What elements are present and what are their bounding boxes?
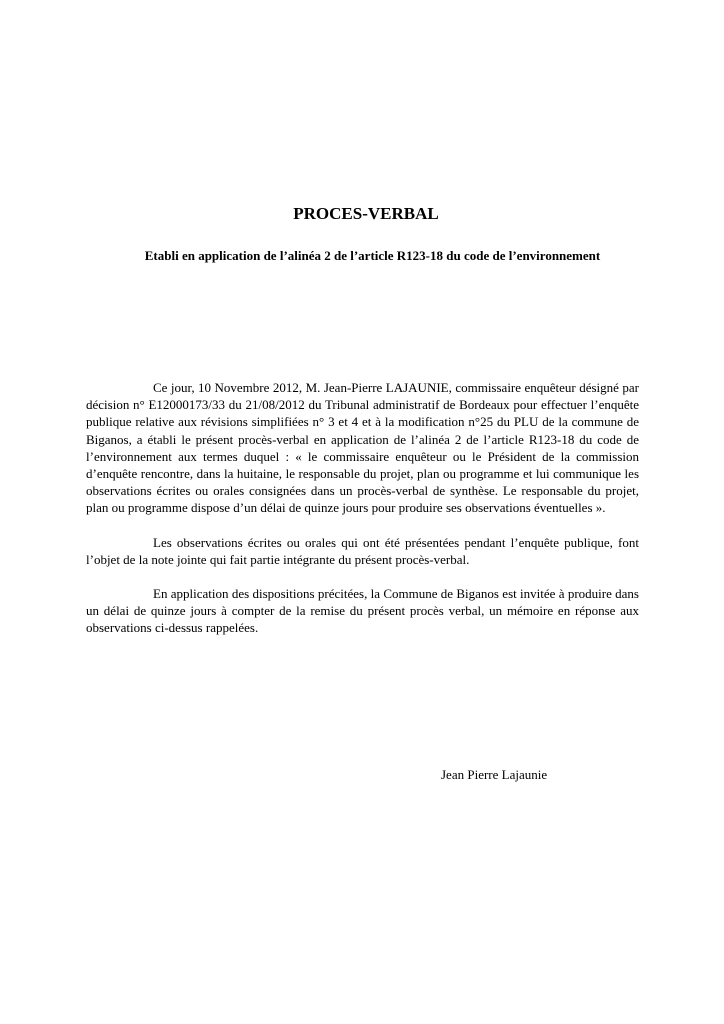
paragraph-observations: Les observations écrites ou orales qui ont été présentées pendant l’enquête publique, font l’objet de la note jointe qui fait partie intégrante du présent procès-verbal.: [86, 534, 639, 567]
document-subtitle: Etabli en application de l’alinéa 2 de l’article R123-18 du code de l’environnement: [144, 248, 601, 263]
document-body: [86, 379, 639, 637]
signature-name: Jean Pierre Lajaunie: [441, 767, 548, 782]
document-title: PROCES-VERBAL: [293, 204, 439, 223]
paragraph-proces-verbal-intro: Ce jour, 10 Novembre 2012, M. Jean-Pierre LAJAUNIE, commissaire enquêteur désigné par décision n° E12000173/33 du 21/08/2012 du Tribunal administratif de Bordeaux pour effectuer l’enquête publique relative aux révisions simplifiées n° 3 et 4 et à la modification n°25 du PLU de la commune de Biganos, a établi le présent procès-verbal en application de l’alinéa 2 de l’article R123-18 du code de l’environnement aux termes duquel : « le commissaire enquêteur ou le Président de la commission d’enquête rencontre, dans la huitaine, le responsable du projet, plan ou programme et lui communique les observations écrites ou orales consignées dans un procès-verbal de synthèse. Le responsable du projet, plan ou programme dispose d’un délai de quinze jours pour produire ses observations éventuelles ».: [86, 380, 639, 516]
paragraph-invitation: En application des dispositions précitées, la Commune de Biganos est invitée à produire dans un délai de quinze jours à compter de la remise du présent procès verbal, un mémoire en réponse aux observations ci-dessus rappelées.: [86, 586, 639, 636]
